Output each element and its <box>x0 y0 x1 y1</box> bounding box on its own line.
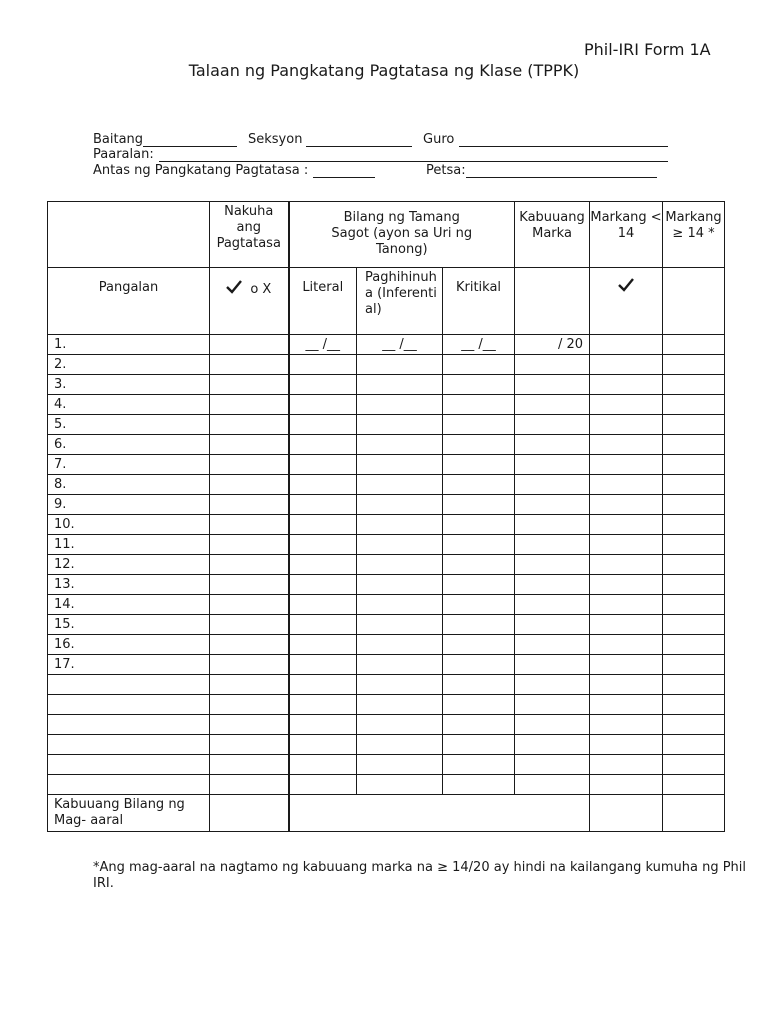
cell-markang-lt[interactable] <box>590 355 663 375</box>
cell-nakuha[interactable] <box>210 355 289 375</box>
cell-paghihinuha[interactable] <box>357 775 443 795</box>
cell-paghihinuha[interactable] <box>357 375 443 395</box>
paaralan-line[interactable] <box>159 161 668 162</box>
corner-cell <box>48 202 210 268</box>
cell-literal[interactable] <box>289 675 357 695</box>
table-row <box>48 615 725 635</box>
cell-markang-lt[interactable] <box>590 495 663 515</box>
cell-paghihinuha[interactable] <box>357 395 443 415</box>
cell-markang-ge[interactable] <box>663 715 725 735</box>
cell-literal[interactable] <box>289 575 357 595</box>
petsa-label: Petsa: <box>426 163 466 178</box>
cell-markang-lt[interactable] <box>590 395 663 415</box>
table-row <box>48 775 725 795</box>
form-code: Phil-IRI Form 1A <box>584 40 711 59</box>
cell-nakuha[interactable] <box>210 575 289 595</box>
cell-literal[interactable] <box>289 395 357 415</box>
cell-nakuha[interactable] <box>210 695 289 715</box>
cell-markang-ge[interactable] <box>663 535 725 555</box>
cell-markang-ge[interactable] <box>663 395 725 415</box>
guro-line[interactable] <box>459 146 668 147</box>
cell-literal[interactable] <box>289 635 357 655</box>
cell-paghihinuha[interactable] <box>357 495 443 515</box>
cell-kabuuang[interactable] <box>515 555 590 575</box>
cell-nakuha[interactable] <box>210 715 289 735</box>
cell-kabuuang[interactable] <box>515 435 590 455</box>
cell-kabuuang[interactable] <box>515 635 590 655</box>
cell-nakuha[interactable] <box>210 595 289 615</box>
kabuuang-header: Kabuuang Marka <box>515 202 590 268</box>
cell-markang-ge[interactable] <box>663 675 725 695</box>
cell-kritikal[interactable] <box>443 615 515 635</box>
cell-kabuuang[interactable] <box>515 575 590 595</box>
cell-literal[interactable] <box>289 655 357 675</box>
page-title: Talaan ng Pangkatang Pagtatasa ng Klase (TPPK) <box>188 61 580 80</box>
cell-kabuuang[interactable] <box>515 775 590 795</box>
cell-markang-lt[interactable] <box>590 715 663 735</box>
cell-paghihinuha[interactable] <box>357 515 443 535</box>
cell-nakuha[interactable] <box>210 735 289 755</box>
cell-literal[interactable] <box>289 555 357 575</box>
cell-markang-lt[interactable] <box>590 375 663 395</box>
cell-literal[interactable] <box>289 475 357 495</box>
cell-paghihinuha[interactable] <box>357 695 443 715</box>
petsa-line[interactable] <box>466 177 657 178</box>
literal-header: Literal <box>289 268 357 335</box>
cell-nakuha[interactable] <box>210 635 289 655</box>
row-number[interactable]: 6. <box>48 435 210 455</box>
cell-kabuuang[interactable] <box>515 395 590 415</box>
cell-markang-lt[interactable] <box>590 655 663 675</box>
table-row <box>48 755 725 775</box>
cell-paghihinuha[interactable] <box>357 555 443 575</box>
table-row <box>48 395 725 415</box>
cell-literal[interactable] <box>289 775 357 795</box>
cell-kritikal[interactable] <box>443 415 515 435</box>
cell-kabuuang[interactable] <box>515 515 590 535</box>
cell-nakuha[interactable] <box>210 535 289 555</box>
cell-markang-ge[interactable] <box>663 335 725 355</box>
cell-kabuuang[interactable] <box>515 675 590 695</box>
cell-markang-ge[interactable] <box>663 515 725 535</box>
cell-literal[interactable] <box>289 615 357 635</box>
bilang-header: Bilang ng Tamang Sagot (ayon sa Uri ng Tanong) <box>289 202 515 268</box>
cell-markang-lt[interactable] <box>590 555 663 575</box>
row-number[interactable] <box>48 735 210 755</box>
cell-markang-ge[interactable] <box>663 375 725 395</box>
markang-lt-header: Markang < 14 <box>590 202 663 268</box>
table-row <box>48 335 725 355</box>
cell-markang-lt[interactable] <box>590 595 663 615</box>
cell-paghihinuha[interactable] <box>357 535 443 555</box>
table-row <box>48 655 725 675</box>
row-number[interactable]: 1. <box>48 335 210 355</box>
table-row <box>48 555 725 575</box>
cell-literal[interactable]: __ /__ <box>289 335 357 355</box>
paaralan-label: Paaralan: <box>93 147 154 162</box>
nakuha-header: Nakuha ang Pagtatasa <box>210 202 289 268</box>
cell-markang-lt[interactable] <box>590 735 663 755</box>
cell-kabuuang[interactable] <box>515 695 590 715</box>
table-row <box>48 715 725 735</box>
cell-kritikal[interactable] <box>443 355 515 375</box>
cell-nakuha[interactable] <box>210 515 289 535</box>
table-row <box>48 415 725 435</box>
checkmark-icon <box>226 280 242 299</box>
cell-paghihinuha[interactable] <box>357 735 443 755</box>
cell-markang-ge[interactable] <box>663 455 725 475</box>
cell-kabuuang[interactable] <box>515 595 590 615</box>
seksyon-line[interactable] <box>306 146 412 147</box>
cell-kabuuang[interactable] <box>515 655 590 675</box>
cell-nakuha[interactable] <box>210 415 289 435</box>
footnote: *Ang mag-aaral na nagtamo ng kabuuang marka na ≥ 14/20 ay hindi na kailangang kumuha ng Phil IRI. <box>93 860 747 891</box>
checkmark-icon <box>618 278 634 297</box>
cell-markang-lt[interactable] <box>590 535 663 555</box>
cell-kritikal[interactable] <box>443 395 515 415</box>
cell-literal[interactable] <box>289 355 357 375</box>
cell-literal[interactable] <box>289 375 357 395</box>
cell-kritikal[interactable] <box>443 455 515 475</box>
row-number[interactable]: 12. <box>48 555 210 575</box>
total-label: Kabuuang Bilang ng Mag- aaral <box>48 795 210 832</box>
table-row <box>48 595 725 615</box>
cell-markang-lt[interactable] <box>590 615 663 635</box>
cell-markang-ge[interactable] <box>663 355 725 375</box>
cell-kritikal[interactable] <box>443 695 515 715</box>
cell-markang-lt[interactable] <box>590 515 663 535</box>
row-number[interactable]: 14. <box>48 595 210 615</box>
cell-markang-ge[interactable] <box>663 555 725 575</box>
row-number[interactable]: 15. <box>48 615 210 635</box>
cell-nakuha[interactable] <box>210 655 289 675</box>
paghihinuha-header: Paghihinuha (Inferential) <box>357 268 443 335</box>
cell-nakuha[interactable] <box>210 455 289 475</box>
guro-label: Guro <box>423 132 455 147</box>
cell-paghihinuha[interactable] <box>357 455 443 475</box>
cell-markang-ge[interactable] <box>663 495 725 515</box>
row-number[interactable]: 5. <box>48 415 210 435</box>
row-number[interactable]: 17. <box>48 655 210 675</box>
cell-literal[interactable] <box>289 715 357 735</box>
cell-nakuha[interactable] <box>210 495 289 515</box>
cell-paghihinuha[interactable] <box>357 615 443 635</box>
check-or-x-header <box>210 268 289 335</box>
table-row <box>48 515 725 535</box>
cell-kabuuang[interactable] <box>515 415 590 435</box>
total-nakuha[interactable] <box>210 795 289 832</box>
cell-markang-ge[interactable] <box>663 415 725 435</box>
row-number[interactable] <box>48 695 210 715</box>
cell-markang-ge[interactable] <box>663 575 725 595</box>
cell-nakuha[interactable] <box>210 615 289 635</box>
cell-kritikal[interactable] <box>443 535 515 555</box>
o-x-label: o X <box>250 282 272 297</box>
cell-markang-lt[interactable] <box>590 675 663 695</box>
table-row <box>48 735 725 755</box>
cell-markang-lt[interactable] <box>590 475 663 495</box>
cell-markang-lt[interactable] <box>590 455 663 475</box>
cell-markang-ge[interactable] <box>663 655 725 675</box>
cell-kabuuang[interactable] <box>515 495 590 515</box>
row-number[interactable]: 11. <box>48 535 210 555</box>
cell-markang-lt[interactable] <box>590 575 663 595</box>
cell-kritikal[interactable] <box>443 435 515 455</box>
table-row <box>48 635 725 655</box>
row-number[interactable]: 16. <box>48 635 210 655</box>
cell-kabuuang[interactable] <box>515 735 590 755</box>
cell-markang-ge[interactable] <box>663 635 725 655</box>
cell-nakuha[interactable] <box>210 395 289 415</box>
cell-markang-lt[interactable] <box>590 335 663 355</box>
cell-nakuha[interactable] <box>210 375 289 395</box>
row-number[interactable] <box>48 715 210 735</box>
cell-kabuuang[interactable] <box>515 715 590 735</box>
cell-nakuha[interactable] <box>210 755 289 775</box>
table-row <box>48 695 725 715</box>
cell-paghihinuha[interactable] <box>357 595 443 615</box>
antas-label: Antas ng Pangkatang Pagtatasa : <box>93 163 309 178</box>
row-number[interactable] <box>48 755 210 775</box>
row-number[interactable]: 10. <box>48 515 210 535</box>
kabuuang-subheader <box>515 268 590 335</box>
cell-paghihinuha[interactable] <box>357 415 443 435</box>
cell-kritikal[interactable] <box>443 655 515 675</box>
cell-kritikal[interactable] <box>443 375 515 395</box>
row-number[interactable]: 3. <box>48 375 210 395</box>
cell-kritikal[interactable] <box>443 495 515 515</box>
cell-paghihinuha[interactable]: __ /__ <box>357 335 443 355</box>
cell-kritikal[interactable] <box>443 755 515 775</box>
cell-kabuuang[interactable]: / 20 <box>515 335 590 355</box>
baitang-label: Baitang <box>93 132 144 147</box>
table-row <box>48 355 725 375</box>
cell-kritikal[interactable] <box>443 575 515 595</box>
cell-markang-ge[interactable] <box>663 735 725 755</box>
markang-lt-check <box>590 268 663 335</box>
cell-markang-lt[interactable] <box>590 755 663 775</box>
cell-nakuha[interactable] <box>210 775 289 795</box>
table-row <box>48 535 725 555</box>
table-row <box>48 495 725 515</box>
cell-kritikal[interactable] <box>443 515 515 535</box>
table-row <box>48 575 725 595</box>
cell-markang-ge[interactable] <box>663 775 725 795</box>
seksyon-label: Seksyon <box>248 132 303 147</box>
cell-markang-lt[interactable] <box>590 775 663 795</box>
cell-kritikal[interactable] <box>443 635 515 655</box>
cell-nakuha[interactable] <box>210 555 289 575</box>
cell-kabuuang[interactable] <box>515 615 590 635</box>
table-row <box>48 375 725 395</box>
row-number[interactable]: 8. <box>48 475 210 495</box>
cell-kritikal[interactable] <box>443 595 515 615</box>
row-number[interactable]: 7. <box>48 455 210 475</box>
table-row <box>48 455 725 475</box>
table-row <box>48 675 725 695</box>
cell-kabuuang[interactable] <box>515 475 590 495</box>
cell-nakuha[interactable] <box>210 475 289 495</box>
cell-paghihinuha[interactable] <box>357 575 443 595</box>
cell-kabuuang[interactable] <box>515 535 590 555</box>
markang-ge-subheader <box>663 268 725 335</box>
cell-kabuuang[interactable] <box>515 755 590 775</box>
cell-paghihinuha[interactable] <box>357 475 443 495</box>
cell-literal[interactable] <box>289 455 357 475</box>
antas-line[interactable] <box>313 177 375 178</box>
cell-paghihinuha[interactable] <box>357 635 443 655</box>
row-number[interactable]: 2. <box>48 355 210 375</box>
cell-literal[interactable] <box>289 495 357 515</box>
cell-markang-ge[interactable] <box>663 695 725 715</box>
cell-markang-lt[interactable] <box>590 695 663 715</box>
cell-markang-lt[interactable] <box>590 415 663 435</box>
total-span <box>289 795 590 832</box>
cell-literal[interactable] <box>289 695 357 715</box>
cell-literal[interactable] <box>289 755 357 775</box>
total-markang-lt[interactable] <box>590 795 663 832</box>
pangalan-header: Pangalan <box>48 268 210 335</box>
cell-kabuuang[interactable] <box>515 355 590 375</box>
row-number[interactable]: 9. <box>48 495 210 515</box>
row-number[interactable]: 4. <box>48 395 210 415</box>
cell-nakuha[interactable] <box>210 335 289 355</box>
cell-kritikal[interactable]: __ /__ <box>443 335 515 355</box>
cell-literal[interactable] <box>289 535 357 555</box>
cell-kritikal[interactable] <box>443 475 515 495</box>
markang-ge-header: Markang ≥ 14 * <box>663 202 725 268</box>
cell-kabuuang[interactable] <box>515 375 590 395</box>
cell-literal[interactable] <box>289 595 357 615</box>
cell-markang-ge[interactable] <box>663 615 725 635</box>
cell-literal[interactable] <box>289 515 357 535</box>
cell-literal[interactable] <box>289 735 357 755</box>
cell-paghihinuha[interactable] <box>357 755 443 775</box>
kritikal-header: Kritikal <box>443 268 515 335</box>
table-row <box>48 475 725 495</box>
cell-markang-ge[interactable] <box>663 475 725 495</box>
table-row <box>48 435 725 455</box>
cell-literal[interactable] <box>289 435 357 455</box>
cell-literal[interactable] <box>289 415 357 435</box>
cell-paghihinuha[interactable] <box>357 655 443 675</box>
cell-kritikal[interactable] <box>443 715 515 735</box>
cell-kritikal[interactable] <box>443 735 515 755</box>
cell-kritikal[interactable] <box>443 675 515 695</box>
cell-nakuha[interactable] <box>210 675 289 695</box>
total-markang-ge[interactable] <box>663 795 725 832</box>
cell-markang-ge[interactable] <box>663 755 725 775</box>
cell-kritikal[interactable] <box>443 775 515 795</box>
cell-markang-lt[interactable] <box>590 435 663 455</box>
cell-markang-lt[interactable] <box>590 635 663 655</box>
assessment-table <box>47 201 725 832</box>
cell-kabuuang[interactable] <box>515 455 590 475</box>
cell-paghihinuha[interactable] <box>357 435 443 455</box>
cell-paghihinuha[interactable] <box>357 675 443 695</box>
cell-paghihinuha[interactable] <box>357 355 443 375</box>
student-rows <box>48 335 725 795</box>
baitang-line[interactable] <box>143 146 237 147</box>
cell-kritikal[interactable] <box>443 555 515 575</box>
row-number[interactable]: 13. <box>48 575 210 595</box>
cell-markang-ge[interactable] <box>663 595 725 615</box>
cell-nakuha[interactable] <box>210 435 289 455</box>
cell-markang-ge[interactable] <box>663 435 725 455</box>
row-number[interactable] <box>48 775 210 795</box>
cell-paghihinuha[interactable] <box>357 715 443 735</box>
row-number[interactable] <box>48 675 210 695</box>
